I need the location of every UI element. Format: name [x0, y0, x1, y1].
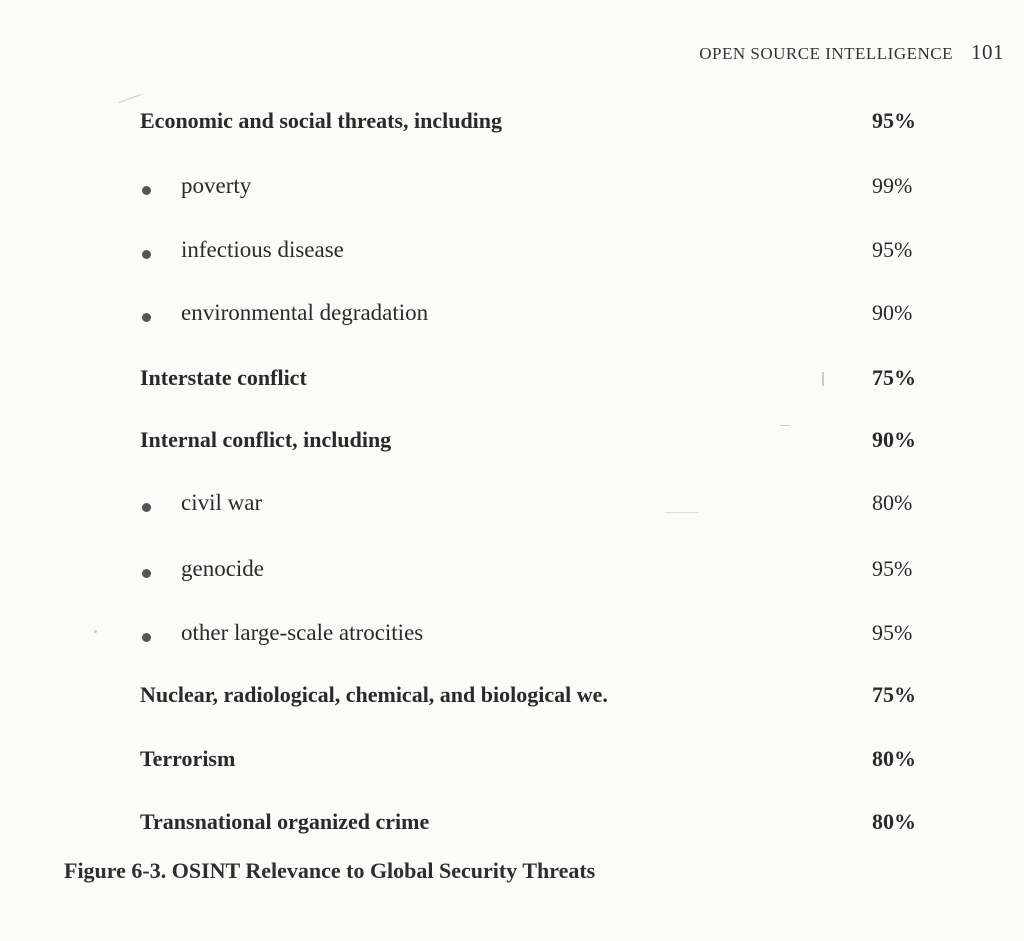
threat-row — [0, 490, 1024, 530]
threat-label: infectious disease — [181, 237, 344, 262]
threat-row — [0, 173, 1024, 213]
threat-row — [0, 300, 1024, 340]
threat-percentage: 75% — [872, 682, 916, 707]
threat-row — [0, 682, 1024, 722]
threat-label: poverty — [181, 173, 252, 198]
threat-label: environmental degradation — [181, 300, 429, 325]
threat-row — [0, 556, 1024, 596]
threat-percentage: 80% — [872, 809, 916, 834]
threat-row — [0, 809, 1024, 849]
threat-percentage: 80% — [872, 490, 913, 515]
threat-label: Transnational organized crime — [140, 809, 430, 834]
threat-percentage: 95% — [872, 556, 913, 581]
scan-speck — [822, 372, 824, 386]
threat-label: civil war — [181, 490, 263, 515]
threat-percentage: 90% — [872, 300, 913, 325]
threat-percentage: 99% — [872, 173, 913, 198]
threat-row — [0, 746, 1024, 786]
threat-label: Internal conflict, including — [140, 427, 392, 452]
threat-label: Interstate conflict — [140, 365, 307, 390]
threat-label: Economic and social threats, including — [140, 108, 503, 133]
threat-label: genocide — [181, 556, 265, 581]
figure-caption: Figure 6-3. OSINT Relevance to Global Security Threats — [64, 858, 596, 883]
threat-row — [0, 108, 1024, 148]
scan-speck — [665, 512, 699, 513]
running-title: OPEN SOURCE INTELLIGENCE — [699, 44, 953, 63]
threat-label: other large-scale atrocities — [181, 620, 424, 645]
threat-row — [0, 427, 1024, 467]
bullet-icon — [142, 633, 151, 642]
bullet-icon — [142, 250, 151, 259]
threat-row — [0, 620, 1024, 660]
threat-percentage: 90% — [872, 427, 916, 452]
bullet-icon — [142, 313, 151, 322]
threat-percentage: 95% — [872, 108, 916, 133]
threat-label: Nuclear, radiological, chemical, and biological we. — [140, 682, 608, 707]
scan-speck — [119, 94, 142, 103]
threat-percentage: 95% — [872, 620, 913, 645]
bullet-icon — [142, 569, 151, 578]
threat-percentage: 95% — [872, 237, 913, 262]
running-header — [600, 40, 1010, 65]
threat-row — [0, 237, 1024, 277]
threat-row — [0, 365, 1024, 405]
bullet-icon — [142, 503, 151, 512]
threat-percentage: 80% — [872, 746, 916, 771]
scan-speck — [94, 630, 97, 633]
scan-speck — [780, 425, 790, 426]
page-number: 101 — [971, 40, 1004, 64]
threat-label: Terrorism — [140, 746, 236, 771]
bullet-icon — [142, 186, 151, 195]
threat-percentage: 75% — [872, 365, 916, 390]
